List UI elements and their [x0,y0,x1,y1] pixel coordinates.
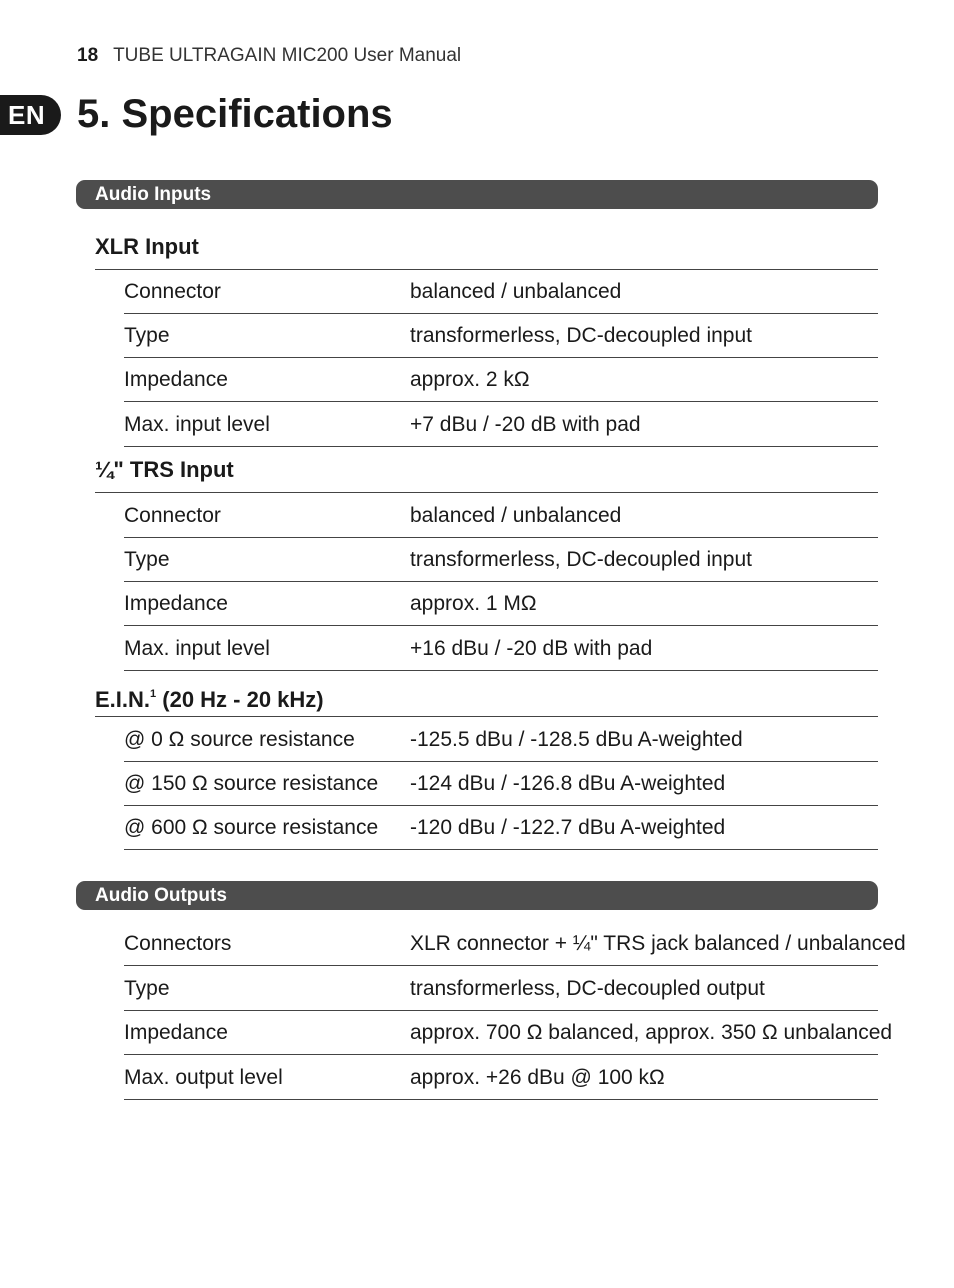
spec-row [124,493,878,538]
spec-value: -125.5 dBu / -128.5 dBu A-weighted [410,728,743,751]
spec-label: Type [124,977,170,1000]
page-title: 5. Specifications [77,92,393,136]
spec-value: approx. +26 dBu @ 100 kΩ [410,1066,665,1089]
spec-row [124,313,878,358]
spec-label: Type [124,324,170,347]
spec-label: Connector [124,280,221,303]
spec-label: @ 600 Ω source resistance [124,816,379,839]
spec-row [124,537,878,582]
spec-row [124,1055,878,1100]
spec-label: @ 150 Ω source resistance [124,772,379,795]
spec-row [124,269,878,314]
running-header [77,44,461,68]
spec-label: Connector [124,504,221,527]
group-heading-xlr-input: XLR Input [95,224,878,270]
ein-heading-main: E.I.N. [95,687,151,712]
spec-value: approx. 700 Ω balanced, approx. 350 Ω unbalanced [410,1021,893,1044]
spec-label: Impedance [124,592,228,615]
spec-row [124,402,878,447]
spec-label: @ 0 Ω source resistance [124,728,355,751]
spec-label: Impedance [124,1021,228,1044]
spec-value: +16 dBu / -20 dB with pad [410,637,653,660]
spec-row [124,761,878,806]
spec-value: transformerless, DC-decoupled input [410,548,752,571]
spec-value: approx. 1 MΩ [410,592,537,615]
footnote-marker: 1 [150,688,157,700]
group-heading-trs-input: ¼" TRS Input [95,447,878,493]
spec-label: Connectors [124,932,232,955]
spec-value: -124 dBu / -126.8 dBu A-weighted [410,772,726,795]
group-heading-ein [95,671,878,717]
spec-label: Max. input level [124,637,270,660]
page-number: 18 [77,45,99,66]
spec-value: +7 dBu / -20 dB with pad [410,413,641,436]
spec-value: XLR connector + ¼" TRS jack balanced / unbalanced [410,932,906,955]
spec-row [124,805,878,850]
manual-title: TUBE ULTRAGAIN MIC200 User Manual [113,45,462,66]
spec-row [124,357,878,402]
spec-row [124,581,878,626]
spec-label: Max. input level [124,413,270,436]
ein-heading-range: (20 Hz - 20 kHz) [156,687,324,712]
spec-row [124,626,878,671]
spec-row [124,717,878,762]
spec-value: balanced / unbalanced [410,504,622,527]
spec-label: Impedance [124,368,228,391]
spec-value: transformerless, DC-decoupled output [410,977,765,1000]
section-bar-audio-outputs: Audio Outputs [76,881,878,910]
spec-value: -120 dBu / -122.7 dBu A-weighted [410,816,726,839]
spec-value: approx. 2 kΩ [410,368,530,391]
spec-row [124,966,878,1011]
spec-value: balanced / unbalanced [410,280,622,303]
spec-value: transformerless, DC-decoupled input [410,324,752,347]
spec-label: Max. output level [124,1066,283,1089]
language-tab: EN [0,95,61,135]
spec-row [124,921,906,966]
spec-label: Type [124,548,170,571]
section-bar-audio-inputs: Audio Inputs [76,180,878,209]
spec-row [124,1010,893,1055]
